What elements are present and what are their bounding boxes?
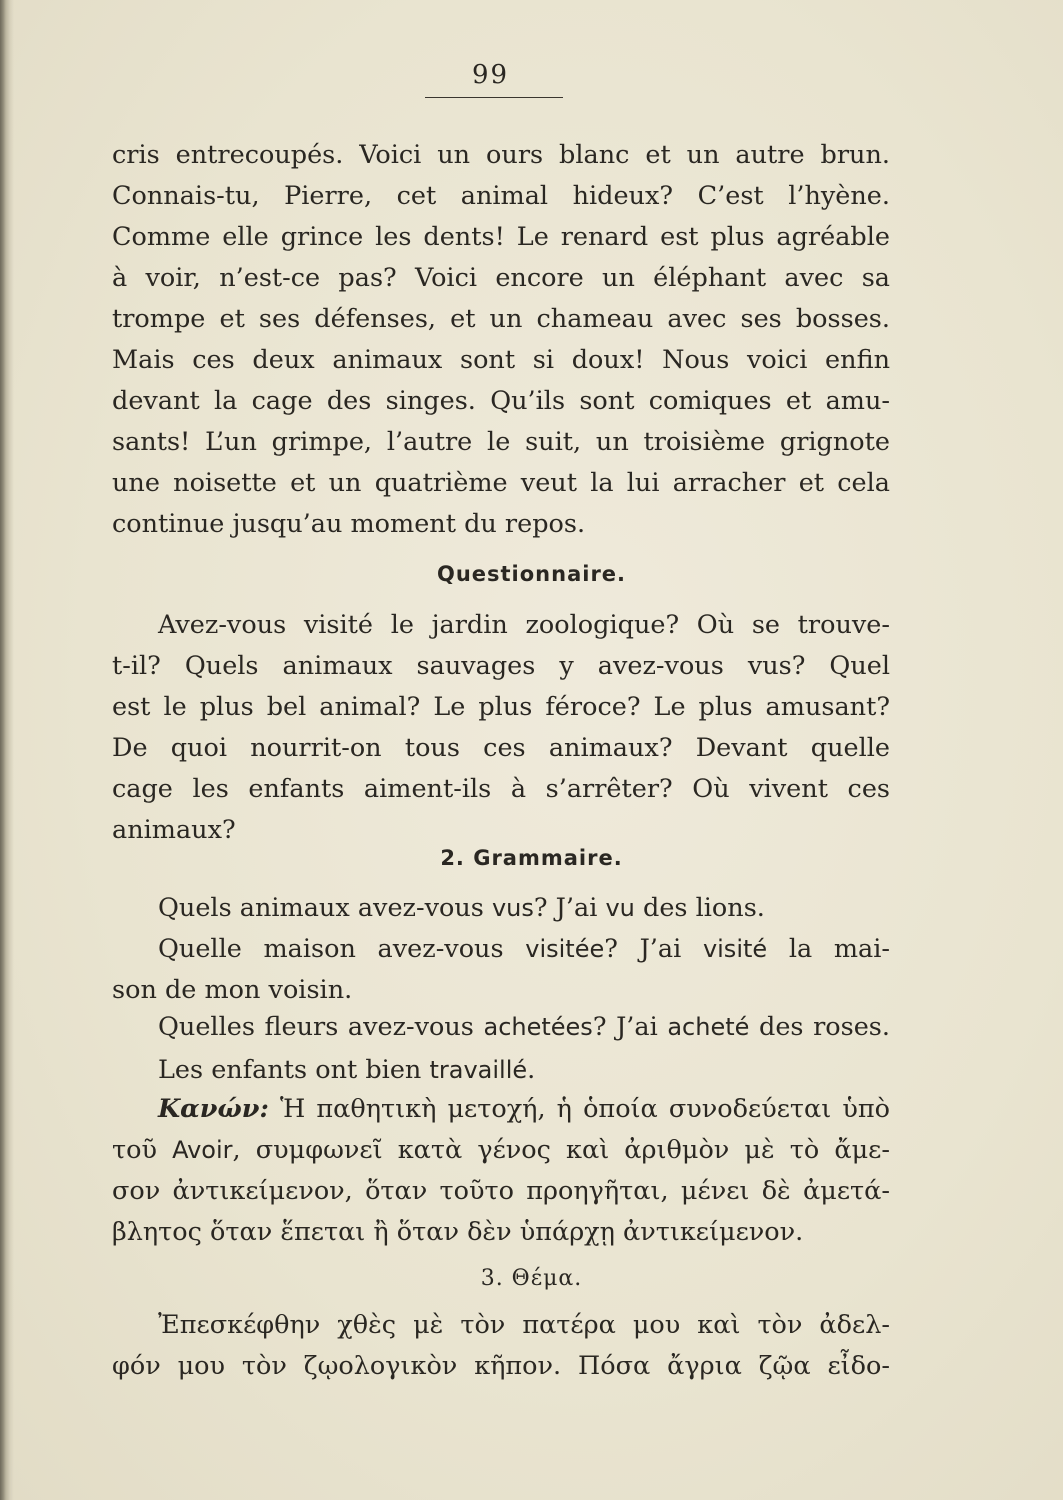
text-span: . bbox=[527, 1055, 536, 1085]
text-span: Ἡ παθητικὴ μετοχή, ἡ ὁποία συνοδεύεται ὑπὸ bbox=[268, 1094, 890, 1124]
text-span: la mai- bbox=[767, 934, 891, 964]
thema-heading: 3. Θέμα. bbox=[480, 1266, 583, 1291]
participle: acheté bbox=[667, 1013, 750, 1041]
text-span: ? J’ai bbox=[533, 893, 606, 923]
grammaire-line bbox=[158, 934, 890, 964]
thema-line: Ἐπεσκέφθην χθὲς μὲ τὸν πατέρα μου καὶ τὸν ἀδελ- bbox=[158, 1310, 890, 1340]
questionnaire-line: cage les enfants aiment-ils à s’arrêter? Où vivent ces bbox=[112, 774, 890, 804]
page-number: 99 bbox=[472, 60, 510, 90]
text-span: des lions. bbox=[634, 893, 765, 923]
text-span: Les enfants ont bien bbox=[158, 1055, 430, 1085]
text-span: des roses. bbox=[749, 1012, 890, 1042]
participle: vus bbox=[491, 894, 534, 922]
kanon-line bbox=[112, 1135, 890, 1165]
participle: visitée bbox=[525, 935, 605, 963]
questionnaire-line: De quoi nourrit-on tous ces animaux? Devant quelle bbox=[112, 733, 890, 763]
para1-line: devant la cage des singes. Qu’ils sont comiques et amu- bbox=[112, 386, 890, 416]
para1-line: trompe et ses défenses, et un chameau avec ses bosses. bbox=[112, 304, 890, 334]
text-span: Quels animaux avez-vous bbox=[158, 893, 492, 923]
avoir-word: Avoir bbox=[172, 1136, 233, 1164]
kanon-line: σον ἀντικείμενον, ὅταν τοῦτο προηγῆται, μένει δὲ ἀμετά- bbox=[112, 1176, 890, 1206]
questionnaire-line: est le plus bel animal? Le plus féroce? Le plus amusant? bbox=[112, 692, 890, 722]
questionnaire-line: animaux? bbox=[112, 815, 236, 845]
text-span: , συμφωνεῖ κατὰ γένος καὶ ἀριθμὸν μὲ τὸ ἄμε- bbox=[232, 1135, 890, 1165]
questionnaire-line: Avez-vous visité le jardin zoologique? Où se trouve- bbox=[158, 610, 890, 640]
thema-line: φόν μου τὸν ζῳολογικὸν κῆπον. Πόσα ἄγρια ζῷα εἶδο- bbox=[112, 1351, 890, 1381]
grammaire-line bbox=[158, 893, 890, 923]
para1-line: Comme elle grince les dents! Le renard est plus agréable bbox=[112, 222, 890, 252]
kanon-line bbox=[158, 1094, 890, 1124]
kanon-label: Κανών: bbox=[158, 1094, 269, 1124]
questionnaire-line: t-il? Quels animaux sauvages y avez-vous vus? Quel bbox=[112, 651, 890, 681]
participle: vu bbox=[605, 894, 635, 922]
grammaire-line bbox=[158, 1055, 890, 1085]
para1-line: à voir, n’est-ce pas? Voici encore un éléphant avec sa bbox=[112, 263, 890, 293]
text-span: Quelles fleurs avez-vous bbox=[158, 1012, 484, 1042]
para1-line: une noisette et un quatrième veut la lui arracher et cela bbox=[112, 468, 890, 498]
questionnaire-heading: Questionnaire. bbox=[436, 562, 627, 586]
grammaire-heading: 2. Grammaire. bbox=[440, 846, 623, 870]
grammaire-line bbox=[158, 1012, 890, 1042]
para1-line: cris entrecoupés. Voici un ours blanc et un autre brun. bbox=[112, 140, 890, 170]
participle: visité bbox=[702, 935, 768, 963]
para1-line: Mais ces deux animaux sont si doux! Nous voici enfin bbox=[112, 345, 890, 375]
participle: travaillé bbox=[429, 1056, 528, 1084]
participle: achetées bbox=[483, 1013, 593, 1041]
para1-line: sants! L’un grimpe, l’autre le suit, un troisième grignote bbox=[112, 427, 890, 457]
header-rule bbox=[425, 97, 563, 98]
para1-line: Connais-tu, Pierre, cet animal hideux? C’est l’hyène. bbox=[112, 181, 890, 211]
text-span: ? J’ai bbox=[592, 1012, 668, 1042]
text-span: ? J’ai bbox=[604, 934, 703, 964]
kanon-line: βλητος ὅταν ἕπεται ἢ ὅταν δὲν ὑπάρχῃ ἀντικείμενον. bbox=[112, 1217, 804, 1247]
text-span: τοῦ bbox=[112, 1135, 173, 1165]
grammaire-line: son de mon voisin. bbox=[112, 975, 353, 1005]
text-span: Quelle maison avez-vous bbox=[158, 934, 526, 964]
para1-line: continue jusqu’au moment du repos. bbox=[112, 509, 586, 539]
